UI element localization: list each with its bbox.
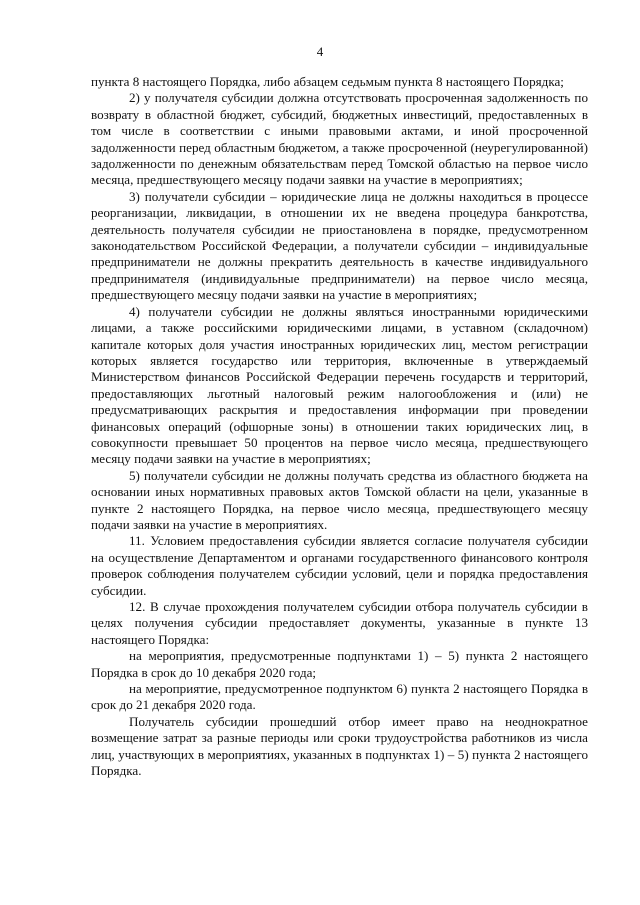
- document-body: [91, 74, 588, 779]
- paragraph-reimbursement: Получатель субсидии прошедший отбор имеет право на неоднократное возмещение затрат за разные периоды или сроки трудоустройства работников из числа лиц, участвующих в мероприятиях, указанных в подпунктах 1) – 5) пункта 2 настоящего Порядка.: [91, 713, 588, 779]
- paragraph-continuation: пункта 8 настоящего Порядка, либо абзацем седьмым пункта 8 настоящего Порядка;: [91, 74, 564, 89]
- paragraph-clause-12: 12. В случае прохождения получателем субсидии отбора получатель субсидии в целях получения субсидии предоставляет документы, указанные в пункте 13 настоящего Порядка:: [91, 599, 588, 647]
- paragraph-item-4: 4) получатели субсидии не должны являться иностранными юридическими лицами, а также российскими юридическими лицами, в уставном (складочном) капитале которых доля участия иностранных юридических лиц, местом регистрации которых является государство или территория, включенные в утверждаемый Министерством финансов Российской Федерации перечень государств и территорий, предоставляющих льготный налоговый режим налогообложения и (или) не предусматривающих раскрытия и предоставления информации при проведении финансовых операций (офшорные зоны) в отношении таких юридических лиц, в совокупности превышает 50 процентов на первое число месяца, предшествующего месяцу подачи заявки на участие в мероприятиях;: [91, 303, 588, 467]
- paragraph-item-5: 5) получатели субсидии не должны получать средства из областного бюджета на основании иных нормативных правовых актов Томской области на цели, указанные в пункте 2 настоящего Порядка, на первое число месяца, предшествующего месяцу подачи заявки на участие в мероприятиях.: [91, 467, 588, 532]
- paragraph-deadline-1: на мероприятия, предусмотренные подпунктами 1) – 5) пункта 2 настоящего Порядка в срок до 10 декабря 2020 года;: [91, 648, 588, 680]
- paragraph-item-2: 2) у получателя субсидии должна отсутствовать просроченная задолженность по возврату в областной бюджет, субсидий, бюджетных инвестиций, предоставленных в том числе в соответствии с иными правовыми актами, и иной просроченной задолженности перед областным бюджетом, а также просроченной (неурегулированной) задолженности по денежным обязательствам перед Томской областью на первое число месяца, предшествующего месяцу подачи заявки на участие в мероприятиях;: [91, 90, 588, 188]
- paragraph-deadline-2: на мероприятие, предусмотренное подпунктом 6) пункта 2 настоящего Порядка в срок до 21 декабря 2020 года.: [91, 681, 588, 713]
- paragraph-item-3: 3) получатели субсидии – юридические лица не должны находиться в процессе реорганизации, ликвидации, в отношении их не введена процедура банкротства, деятельность получателя субсидии не приостановлена в порядке, предусмотренном законодательством Российской Федерации, а получатели субсидии – индивидуальные предприниматели не должны прекратить деятельность в качестве индивидуального предпринимателя (индивидуальные предприниматели) на первое число месяца, предшествующего месяцу подачи заявки на участие в мероприятиях;: [91, 188, 588, 303]
- paragraph-clause-11: 11. Условием предоставления субсидии является согласие получателя субсидии на осуществление Департаментом и органами государственного финансового контроля проверок соблюдения получателем субсидии условий, цели и порядка предоставления субсидии.: [91, 533, 588, 598]
- page-number: 4: [316, 44, 324, 59]
